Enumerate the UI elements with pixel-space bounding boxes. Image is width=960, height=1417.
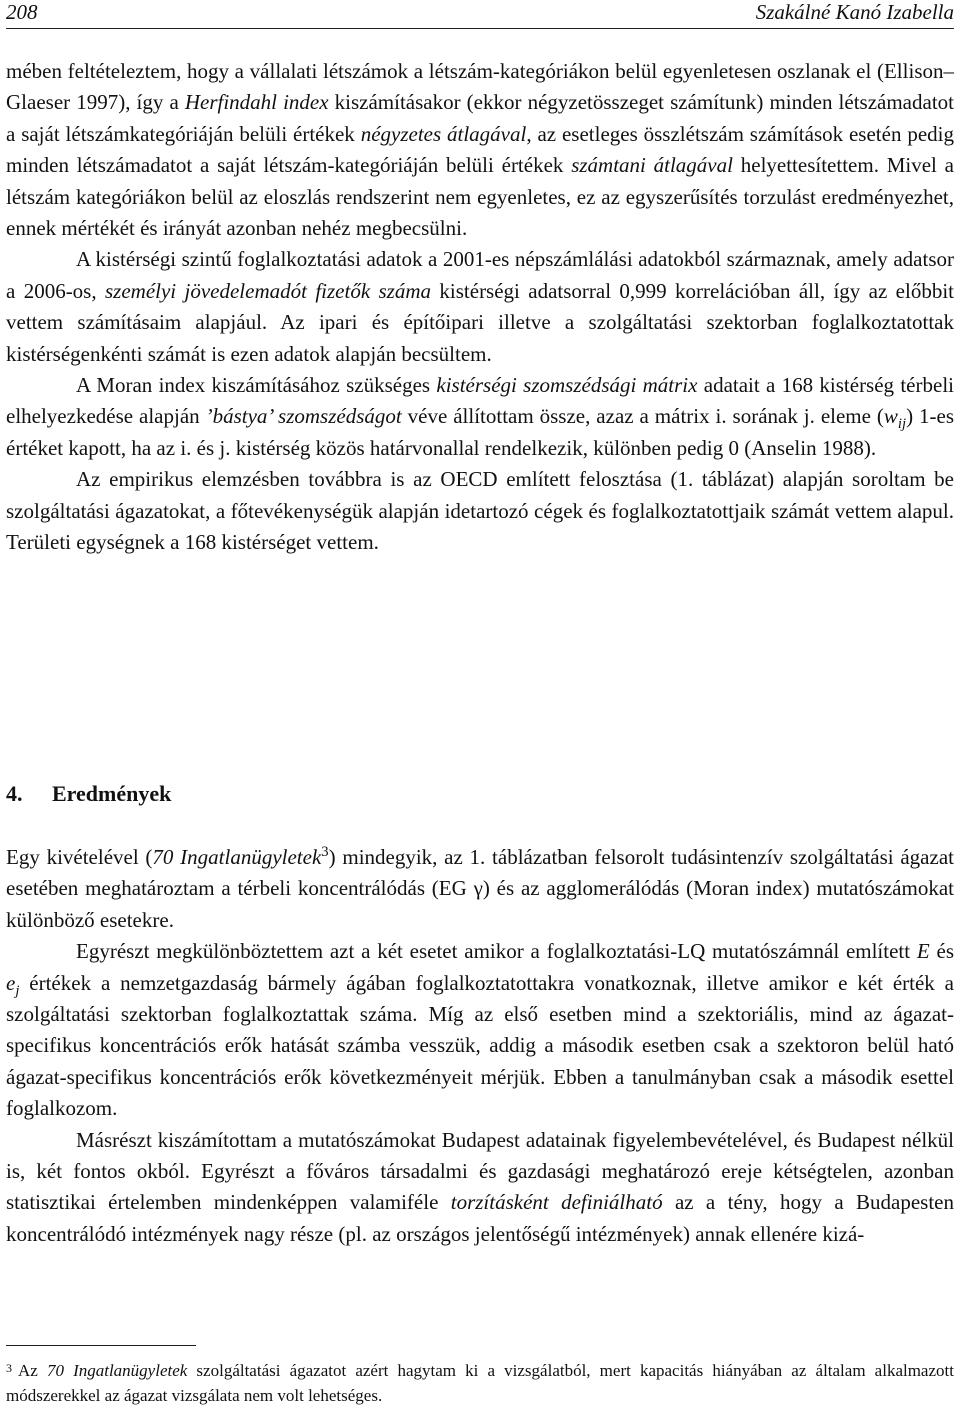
running-header <box>6 0 954 29</box>
paragraph-1: mében feltételeztem, hogy a vállalati létszámok a létszám-kategóriákon belül egyenletesen oszlanak el (Ellison–Glaeser 1997), így a Herfindahl index kiszámításakor (ekkor négyzetösszeget számítunk) minden létszámadatot a saját létszámkategóriáján belüli értékek négyzetes átlagával, az esetleges összlétszám számítások esetén pedig minden létszámadatot a saját létszám-kategóriáján belüli értékek számtani átlagával helyettesítettem. Mivel a létszám kategóriákon belül az eloszlás rendszerint nem egyenletes, ez az egyszerűsítés torzulást eredményezhet, ennek mértékét és irányát azonban nehéz megbecsülni. <box>6 59 954 241</box>
footnote: $^3$ Az 70 Ingatlanügyletek szolgáltatási ágazatot azért hagytam ki a vizsgálatból, mert kapacitás hiányában az általam alkalmazott módszerekkel az ágazat vizsgálata nem volt lehetséges. <box>6 1361 954 1405</box>
body-text-lower <box>6 842 954 1250</box>
footnote-divider <box>6 1345 196 1346</box>
paragraph-2: A kistérségi szintű foglalkoztatási adatok a 2001-es népszámlálási adatokból származnak, amely adatsor a 2006-os, személyi jövedelemadót fizetők száma kistérségi adatsorral 0,999 korrelációban áll, így az előbbit vettem számításaim alapjául. Az ipari és építőipari illetve a szolgáltatási szektorban foglalkoztatottak kistérségenkénti számát is ezen adatok alapján becsültem. <box>6 247 954 366</box>
section-number: 4. <box>6 781 23 806</box>
running-header-author: Szakálné Kanó Izabella <box>755 0 954 24</box>
section-heading <box>6 781 171 807</box>
section-title: Eredmények <box>52 781 172 806</box>
footnote-mark: 3 <box>6 1361 12 1375</box>
paragraph-4: Az empirikus elemzésben továbbra is az OECD említett felosztása (1. táblázat) alapján soroltam be szolgáltatási ágazatokat, a főtevékenységük alapján idetartozó cégek és foglalkoztatottjaik számát vettem alapul. Területi egységnek a 168 kistérséget vettem. <box>6 467 954 555</box>
paragraph-5: Egy kivételével (70 Ingatlanügyletek$^3$) mindegyik, az 1. táblázatban felsorolt tudásintenzív szolgáltatási ágazat esetében meghatároztam a térbeli koncentrálódás (EG γ) és az agglomerálódás (Moran index) mutatószámokat különböző esetekre. <box>6 844 954 932</box>
page-number: 208 <box>6 0 38 24</box>
paragraph-3: A Moran index kiszámításához szükséges kistérségi szomszédsági mátrix adatait a 168 kistérség térbeli elhelyezkedése alapján ’bástya’ szomszédságot véve állítottam össze, azaz a mátrix i. sorának j. eleme $(w_{ij})$ 1-es értéket kapott, ha az i. és j. kistérség közös határvonallal rendelkezik, különben pedig 0 (Anselin 1988). <box>6 373 954 460</box>
body-text-upper <box>6 56 954 559</box>
paragraph-7: Másrészt kiszámítottam a mutatószámokat Budapest adatainak figyelembevételével, és Budapest nélkül is, két fontos okból. Egyrészt a főváros társadalmi és gazdasági meghatározó ereje kétségtelen, azonban statisztikai értelemben mindenképpen valamiféle torzításként definiálható az a tény, hogy a Budapesten koncentrálódó intézmények nagy része (pl. az országos jelentőségű intézmények) annak ellenére kizá- <box>6 1127 954 1246</box>
paragraph-6: Egyrészt megkülönböztettem azt a két esetet amikor a foglalkoztatási-LQ mutatószámnál említett E és $e_j$ értékek a nemzetgazdaság bármely ágában foglalkoztatottakra vonatkoznak, illetve amikor e két érték a szolgáltatási szektorban foglalkoztattak száma. Míg az első esetben mind a szektoriális, mind az ágazat-specifikus koncentrációs erők hatását számba vesszük, addig a második esetben csak a szektoron belül ható ágazat-specifikus koncentrációs erők következményeit mérjük. Ebben a tanulmányban csak a második esettel foglalkozom. <box>6 939 955 1121</box>
footnote-reference[interactable]: 3 <box>321 844 329 860</box>
document-page <box>6 0 954 1417</box>
